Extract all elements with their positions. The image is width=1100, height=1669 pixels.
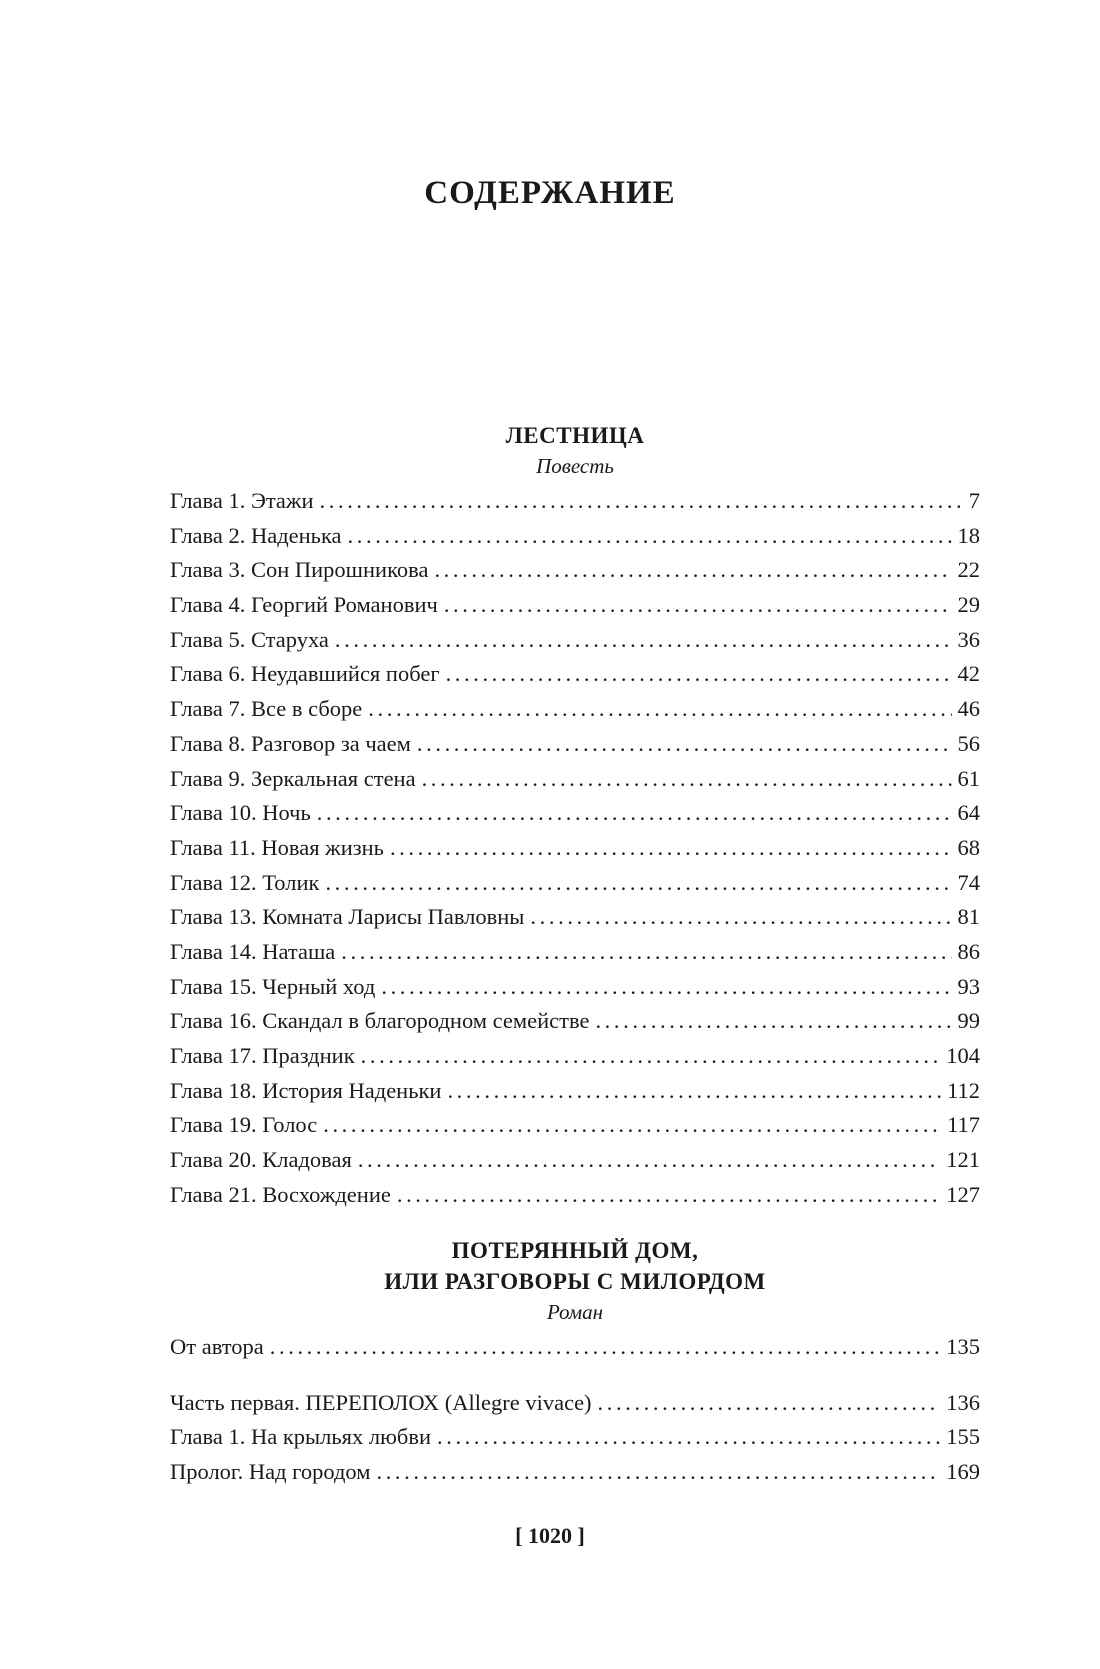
dot-leader (361, 1039, 941, 1074)
dot-leader (444, 588, 952, 623)
toc-entry (170, 692, 980, 727)
toc-entry (170, 1143, 980, 1178)
toc-entry-page: 46 (957, 696, 980, 722)
toc-entry-page: 117 (947, 1112, 980, 1138)
dot-leader (397, 1178, 940, 1213)
toc-entry-page: 18 (957, 522, 980, 548)
toc-entry (170, 970, 980, 1005)
toc-entry (170, 1455, 980, 1490)
toc-entry-title: Глава 12. Толик (170, 869, 320, 895)
toc-entry (170, 900, 980, 935)
toc-entry-title: Глава 6. Неудавшийся побег (170, 661, 440, 687)
toc-entry-title: Глава 20. Кладовая (170, 1147, 352, 1173)
dot-leader (595, 1004, 951, 1039)
toc-entry-title: Глава 14. Наташа (170, 938, 336, 964)
toc-entry-title: Глава 4. Георгий Романович (170, 592, 438, 618)
dot-leader (335, 623, 952, 658)
toc-entry-title: Глава 11. Новая жизнь (170, 834, 384, 860)
toc-entry-page: 81 (957, 904, 980, 930)
dot-leader (381, 970, 951, 1005)
dot-leader (422, 762, 952, 797)
section-subtitle: Повесть (536, 454, 614, 478)
toc-entry-page: 112 (947, 1077, 980, 1103)
dot-leader (417, 727, 952, 762)
toc-entry-title: Глава 1. Этажи (170, 488, 314, 513)
toc-entry-page: 155 (946, 1424, 980, 1450)
toc-entry (170, 657, 980, 692)
toc-entry (170, 484, 980, 519)
section-title: ПОТЕРЯННЫЙ ДОМ, (451, 1238, 699, 1263)
dot-leader (323, 1108, 941, 1143)
dot-leader (447, 1074, 941, 1109)
toc-entry (170, 866, 980, 901)
toc-entry-title: Глава 15. Черный ход (170, 973, 376, 999)
toc-entry-title: Глава 7. Все в сборе (170, 696, 363, 722)
toc-entry-title: Часть первая. ПЕРЕПОЛОХ (Allegre vivace) (170, 1389, 592, 1415)
dot-leader (341, 935, 951, 970)
dot-leader (390, 831, 952, 866)
toc-entry-page: 68 (957, 834, 980, 860)
toc-entry-title: Пролог. Над городом (170, 1459, 371, 1485)
toc-entry-page: 64 (957, 800, 980, 826)
toc-entry-title: Глава 17. Праздник (170, 1043, 355, 1068)
toc-entry-title: Глава 5. Старуха (170, 626, 329, 652)
page-title: СОДЕРЖАНИЕ (424, 175, 676, 211)
toc-entry (170, 588, 980, 623)
dot-leader (348, 519, 952, 554)
toc-entry (170, 1420, 980, 1455)
toc-entry-page: 56 (957, 730, 980, 756)
toc-list (170, 1330, 980, 1490)
dot-leader (446, 657, 952, 692)
toc-entry (170, 831, 980, 866)
toc-entry-page: 127 (946, 1181, 980, 1207)
toc-entry-page: 86 (957, 938, 980, 964)
dot-leader (325, 866, 951, 901)
toc-entry (170, 935, 980, 970)
toc-entry (170, 1004, 980, 1039)
dot-leader (598, 1386, 941, 1421)
toc-entry-title: Глава 1. На крыльях любви (170, 1424, 431, 1450)
toc-entry-page: 74 (957, 869, 980, 895)
section-title: ЛЕСТНИЦА (505, 423, 645, 448)
toc-entry (170, 1074, 980, 1109)
toc-entry-page: 22 (957, 557, 980, 583)
dot-leader (358, 1143, 940, 1178)
section-subtitle: Роман (546, 1300, 604, 1324)
toc-entry-title: Глава 13. Комната Ларисы Павловны (170, 904, 525, 930)
toc-entry-title: Глава 19. Голос (170, 1112, 318, 1138)
toc-entry-page: 169 (946, 1459, 980, 1485)
spacer (170, 1365, 980, 1386)
toc-entry-title: Глава 16. Скандал в благородном семействе (170, 1008, 590, 1034)
toc-entry-page: 36 (957, 626, 980, 652)
toc-entry-page: 61 (957, 765, 980, 791)
toc-entry (170, 796, 980, 831)
toc-entry-page: 93 (957, 973, 980, 999)
toc-entry-title: Глава 9. Зеркальная стена (170, 765, 416, 791)
page-number: [ 1020 ] (515, 1523, 585, 1548)
toc-entry-title: Глава 8. Разговор за чаем (170, 730, 411, 756)
dot-leader (320, 484, 963, 519)
toc-entry (170, 727, 980, 762)
dot-leader (530, 900, 951, 935)
toc-entry (170, 1178, 980, 1213)
toc-entry-title: От автора (170, 1334, 264, 1359)
toc-entry-page: 42 (957, 661, 980, 687)
toc-entry (170, 1039, 980, 1074)
toc-entry-title: Глава 2. Наденька (170, 522, 342, 548)
toc-entry (170, 1386, 980, 1421)
section-title-line-2: ИЛИ РАЗГОВОРЫ С МИЛОРДОМ (384, 1269, 766, 1294)
toc-entry-page: 104 (946, 1043, 980, 1068)
toc-entry-page: 29 (957, 592, 980, 618)
toc-entry-title: Глава 3. Сон Пирошникова (170, 557, 429, 583)
toc-entry-page: 135 (946, 1334, 980, 1359)
toc-entry-title: Глава 18. История Наденьки (170, 1077, 442, 1103)
toc-entry-page: 136 (946, 1389, 980, 1415)
toc-entry-title: Глава 10. Ночь (170, 800, 311, 826)
toc-entry-page: 7 (968, 488, 980, 513)
toc-entry-page: 121 (946, 1147, 980, 1173)
dot-leader (437, 1420, 940, 1455)
toc-entry-title: Глава 21. Восхождение (170, 1181, 391, 1207)
toc-entry (170, 1108, 980, 1143)
dot-leader (317, 796, 952, 831)
toc-entry (170, 762, 980, 797)
toc-entry (170, 1330, 980, 1365)
dot-leader (368, 692, 951, 727)
dot-leader (376, 1455, 940, 1490)
dot-leader (434, 553, 951, 588)
toc-entry (170, 553, 980, 588)
toc-section-poteryanny-dom (170, 1235, 980, 1490)
toc-entry (170, 623, 980, 658)
toc-list (170, 484, 980, 1212)
toc-entry (170, 519, 980, 554)
dot-leader (270, 1330, 940, 1365)
toc-entry-page: 99 (957, 1008, 980, 1034)
toc-section-lestnitsa (170, 420, 980, 1212)
